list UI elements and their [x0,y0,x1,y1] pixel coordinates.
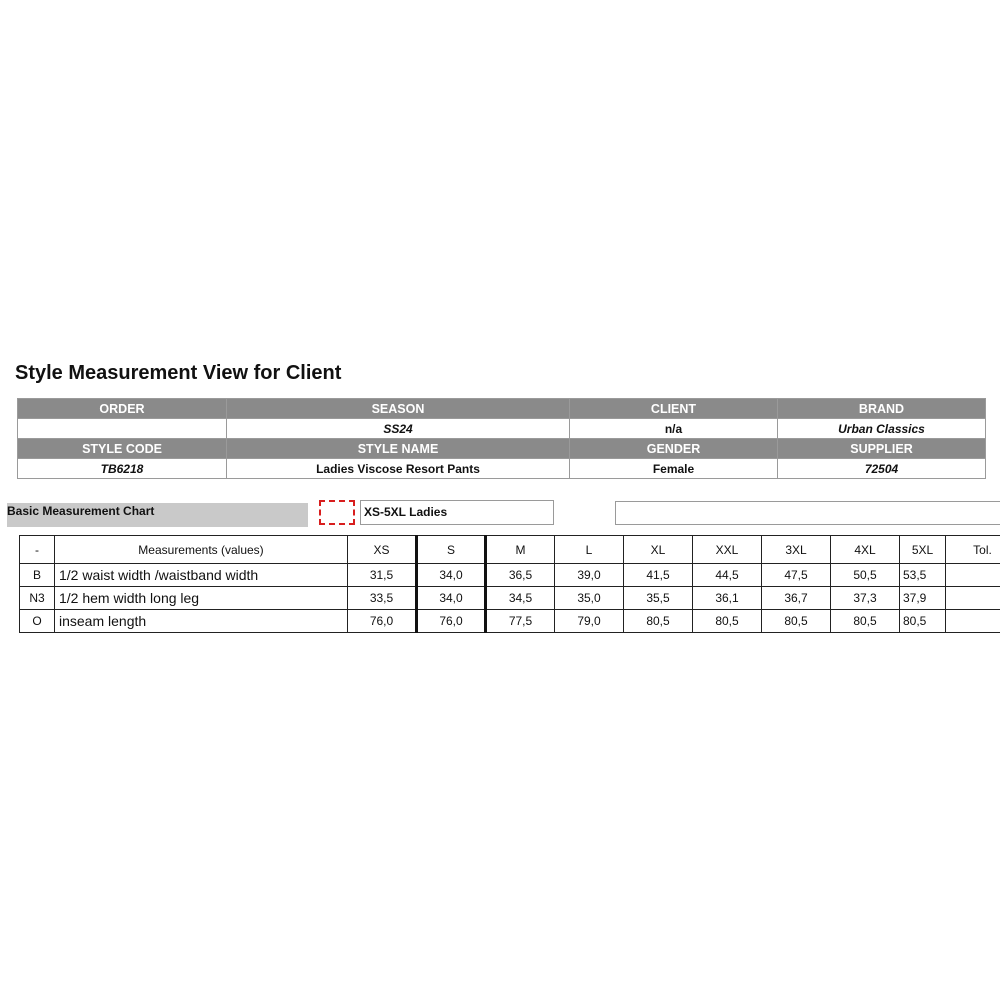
table-row [20,587,1000,610]
season-header: SEASON [227,399,570,419]
value-m: 34,5 [486,587,555,610]
style-code-value: TB6218 [18,459,227,479]
value-xs: 31,5 [348,564,417,587]
row-measurement-name: 1/2 hem width long leg [55,587,348,610]
value-tolerance [946,587,1000,610]
value-5xl: 37,9 [900,587,946,610]
empty-field [615,501,1000,525]
row-measurement-name: 1/2 waist width /waistband width [55,564,348,587]
value-3xl: 80,5 [762,610,831,633]
value-4xl: 80,5 [831,610,900,633]
value-xl: 41,5 [624,564,693,587]
order-header: ORDER [18,399,227,419]
gender-header: GENDER [570,439,778,459]
row-code: B [20,564,55,587]
value-l: 39,0 [555,564,624,587]
value-xxl: 80,5 [693,610,762,633]
style-name-value: Ladies Viscose Resort Pants [227,459,570,479]
supplier-header: SUPPLIER [778,439,986,459]
value-5xl: 53,5 [900,564,946,587]
value-3xl: 36,7 [762,587,831,610]
supplier-value: 72504 [778,459,986,479]
value-xxl: 44,5 [693,564,762,587]
client-value: n/a [570,419,778,439]
size-range-text: XS-5XL Ladies [364,505,448,519]
chart-title: Basic Measurement Chart [7,504,155,518]
row-code: O [20,610,55,633]
brand-header: BRAND [778,399,986,419]
size-header-5xl: 5XL [900,536,946,564]
value-xs: 76,0 [348,610,417,633]
size-header-m: M [486,536,555,564]
value-s: 34,0 [417,564,486,587]
table-row [20,564,1000,587]
season-value: SS24 [227,419,570,439]
value-m: 77,5 [486,610,555,633]
measurement-header-row [20,536,1000,564]
brand-value: Urban Classics [778,419,986,439]
style-code-header: STYLE CODE [18,439,227,459]
size-marker-box [319,500,355,525]
value-xs: 33,5 [348,587,417,610]
info-header-row-2 [18,439,986,459]
value-5xl: 80,5 [900,610,946,633]
style-info-table [17,398,986,479]
size-header-3xl: 3XL [762,536,831,564]
page-title: Style Measurement View for Client [15,362,342,384]
client-header: CLIENT [570,399,778,419]
size-header-4xl: 4XL [831,536,900,564]
code-column-header: - [20,536,55,564]
size-header-l: L [555,536,624,564]
measurement-table [19,535,1000,633]
row-code: N3 [20,587,55,610]
tolerance-header: Tol. [946,536,1000,564]
value-s: 34,0 [417,587,486,610]
value-xl: 35,5 [624,587,693,610]
basic-measurement-chart-label [7,503,308,527]
value-l: 35,0 [555,587,624,610]
value-4xl: 50,5 [831,564,900,587]
measurement-column-header: Measurements (values) [55,536,348,564]
size-range-field [360,500,554,525]
value-3xl: 47,5 [762,564,831,587]
size-header-xs: XS [348,536,417,564]
info-value-row-2 [18,459,986,479]
gender-value: Female [570,459,778,479]
value-s: 76,0 [417,610,486,633]
order-value [18,419,227,439]
info-value-row-1 [18,419,986,439]
size-header-xxl: XXL [693,536,762,564]
size-header-s: S [417,536,486,564]
info-header-row-1 [18,399,986,419]
row-measurement-name: inseam length [55,610,348,633]
value-xxl: 36,1 [693,587,762,610]
value-tolerance [946,610,1000,633]
table-row [20,610,1000,633]
value-tolerance [946,564,1000,587]
size-header-xl: XL [624,536,693,564]
value-4xl: 37,3 [831,587,900,610]
value-m: 36,5 [486,564,555,587]
value-xl: 80,5 [624,610,693,633]
style-name-header: STYLE NAME [227,439,570,459]
value-l: 79,0 [555,610,624,633]
